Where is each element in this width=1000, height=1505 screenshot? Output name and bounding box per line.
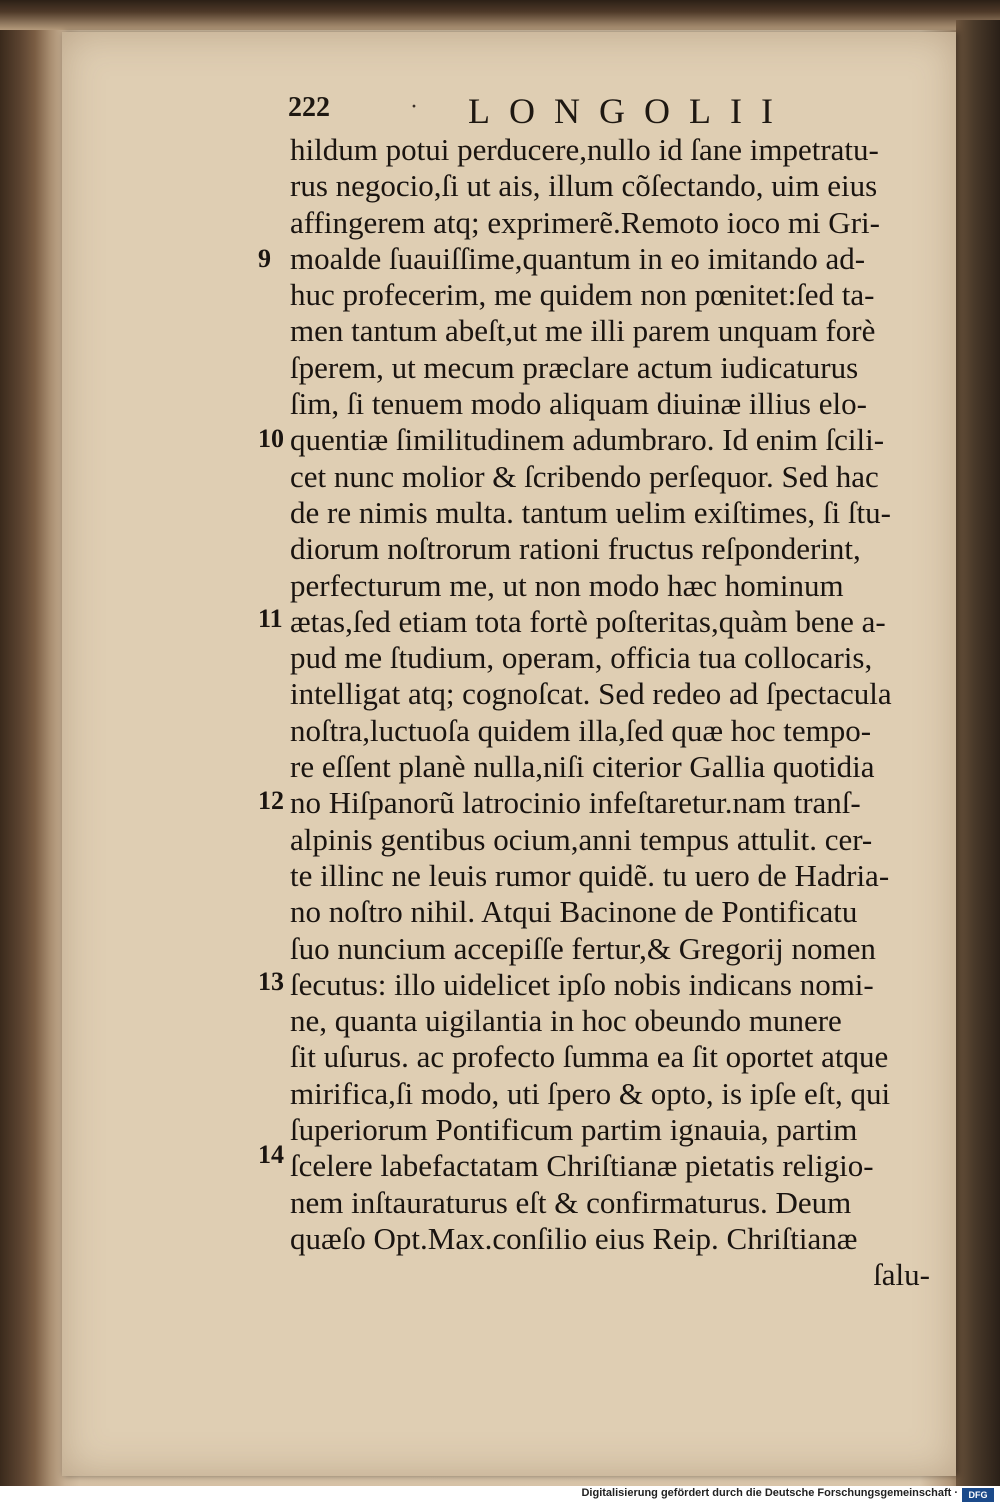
text-line: men tantum abeſt,ut me illi parem unquam forè <box>290 313 876 349</box>
text-line: ſuo nuncium accepiſſe fertur,& Gregorij nomen <box>290 930 876 966</box>
text-line: moalde ſuauiſſime,quantum in eo imitando ad- <box>290 240 866 276</box>
text-line: ſcelere labefactatam Chriſtianæ pietatis religio- <box>290 1148 874 1184</box>
text-line: cet nunc molior & ſcribendo perſequor. Sed hac <box>290 458 879 494</box>
catchword: ſalu- <box>873 1257 930 1293</box>
text-line: diorum noſtrorum rationi fructus reſponderint, <box>290 531 861 567</box>
margin-number: 14 <box>258 1140 284 1169</box>
margin-number: 10 <box>258 424 284 453</box>
margin-number: 9 <box>258 244 271 273</box>
book-binding-edge <box>956 20 1000 1486</box>
text-line: hildum potui perducere,nullo id ſane impetratu- <box>290 132 879 167</box>
margin-number: 12 <box>258 786 284 815</box>
page-header <box>288 91 792 131</box>
dfg-logo: DFG <box>962 1488 994 1502</box>
text-line: perfecturum me, ut non modo hæc hominum <box>290 567 844 603</box>
text-line: te illinc ne leuis rumor quidẽ. tu uero de Hadria- <box>290 857 890 893</box>
header-separator-dot: · <box>410 94 418 120</box>
text-line: quentiæ ſimilitudinem adumbraro. Id enim ſcili- <box>290 422 885 458</box>
margin-number: 13 <box>258 967 284 996</box>
text-line: ſecutus: illo uidelicet ipſo nobis indicans nomi- <box>290 966 874 1002</box>
text-line: nem inſtauraturus eſt & confirmaturus. Deum <box>290 1184 852 1220</box>
text-line: no Hiſpanorũ latrocinio infeſtaretur.nam tranſ- <box>290 785 861 821</box>
text-line: ætas,ſed etiam tota fortè poſteritas,quàm bene a- <box>290 603 886 639</box>
running-head: LONGOLII <box>468 91 792 131</box>
text-line: intelligat atq; cognoſcat. Sed redeo ad ſpectacula <box>290 676 892 712</box>
text-line: mirifica,ſi modo, uti ſpero & opto, is ipſe eſt, qui <box>290 1075 891 1111</box>
scan-top-edge <box>0 0 1000 30</box>
page-number: 222 <box>288 92 330 123</box>
digitization-credit: Digitalisierung gefördert durch die Deutsche Forschungsgemeinschaft · <box>581 1487 958 1499</box>
text-line: noſtra,luctuoſa quidem illa,ſed quæ hoc tempo- <box>290 712 872 748</box>
text-line: ſuperiorum Pontificum partim ignauia, partim <box>290 1112 858 1148</box>
margin-number: 11 <box>258 604 283 633</box>
text-line: re eſſent planè nulla,niſi citerior Gallia quotidia <box>290 749 875 785</box>
text-line: no noſtro nihil. Atqui Bacinone de Pontificatu <box>290 894 858 930</box>
text-line: de re nimis multa. tantum uelim exiſtimes, ſi ſtu- <box>290 494 891 530</box>
text-line: alpinis gentibus ocium,anni tempus attulit. cer- <box>290 821 873 857</box>
text-line: ſim, ſi tenuem modo aliquam diuinæ illius elo- <box>290 386 867 422</box>
text-line: pud me ſtudium, operam, officia tua collocaris, <box>290 640 873 676</box>
text-line: ſperem, ut mecum præclare actum iudicaturus <box>290 349 859 385</box>
text-line: quæſo Opt.Max.conſilio eius Reip. Chriſtianæ <box>290 1220 858 1256</box>
text-line: affingerem atq; exprimerẽ.Remoto ioco mi Gri- <box>290 204 880 240</box>
text-line: rus negocio,ſi ut ais, illum cõſectando, uim eius <box>290 168 878 204</box>
body-text <box>290 132 940 1294</box>
text-line: huc profecerim, me quidem non pœnitet:ſed ta- <box>290 277 875 313</box>
text-line: ſit uſurus. ac profecto ſumma ea ſit oportet atque <box>290 1039 889 1075</box>
text-line: ne, quanta uigilantia in hoc obeundo munere <box>290 1003 842 1039</box>
